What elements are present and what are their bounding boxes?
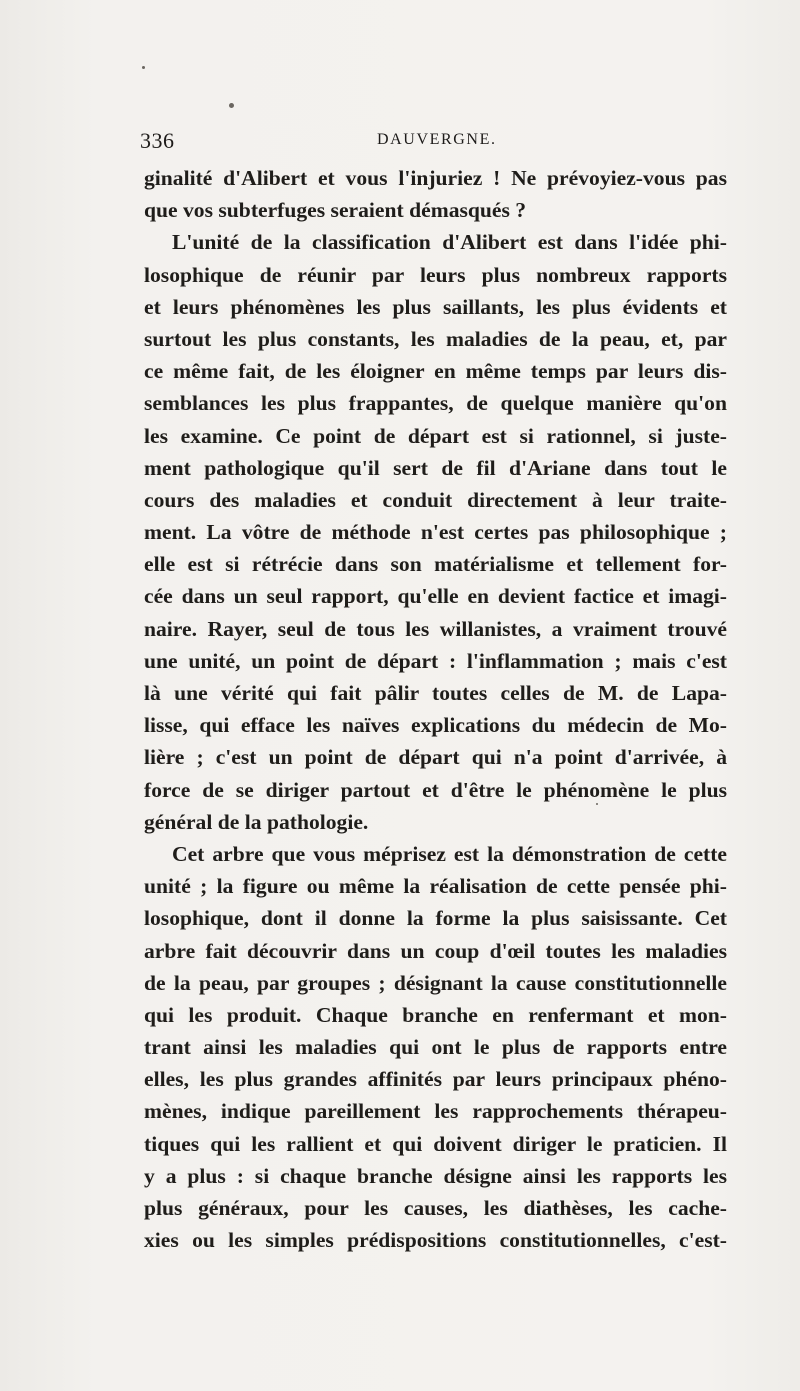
text-line: lière ; c'est un point de départ qui n'a point d'arrivée, à	[144, 745, 727, 770]
text-line: arbre fait découvrir dans un coup d'œil toutes les maladies	[144, 938, 727, 963]
running-head: DAUVERGNE.	[377, 131, 497, 148]
text-line: que vos subterfuges seraient démasqués ?	[144, 198, 527, 223]
ink-speck	[142, 66, 145, 69]
text-line: elles, les plus grandes affinités par leurs principaux phéno-	[144, 1067, 727, 1092]
text-line: naire. Rayer, seul de tous les willanistes, a vraiment trouvé	[144, 616, 727, 641]
page-number: 336	[140, 128, 175, 153]
text-line: cours des maladies et conduit directement à leur traite-	[144, 487, 727, 512]
text-line: losophique, dont il donne la forme la plus saisissante. Cet	[144, 906, 727, 931]
text-line: lisse, qui efface les naïves explications du médecin de Mo-	[144, 713, 727, 738]
text-line: y a plus : si chaque branche désigne ainsi les rapports les	[144, 1163, 727, 1188]
text-line: unité ; la figure ou même la réalisation de cette pensée phi-	[144, 874, 727, 899]
text-line: force de se diriger partout et d'être le phénomène le plus	[144, 777, 727, 802]
text-line: elle est si rétrécie dans son matérialisme et tellement for-	[144, 552, 727, 577]
text-line: là une vérité qui fait pâlir toutes celles de M. de Lapa-	[144, 681, 727, 705]
text-line: losophique de réunir par leurs plus nombreux rapports	[144, 262, 727, 287]
text-line: L'unité de la classification d'Alibert est dans l'idée phi-	[172, 230, 727, 255]
text-line: trant ainsi les maladies qui ont le plus de rapports entre	[144, 1035, 727, 1060]
text-line: ment. La vôtre de méthode n'est certes pas philosophique ;	[144, 520, 727, 545]
page-header	[140, 128, 726, 156]
text-line: ce même fait, de les éloigner en même temps par leurs dis-	[144, 359, 727, 384]
text-line: général de la pathologie.	[144, 809, 369, 834]
text-line: et leurs phénomènes les plus saillants, les plus évidents et	[144, 294, 727, 319]
ink-speck	[229, 103, 234, 108]
text-line: xies ou les simples prédispositions constitutionnelles, c'est-	[144, 1228, 727, 1253]
text-line: une unité, un point de départ : l'inflammation ; mais c'est	[144, 648, 727, 673]
text-line: ment pathologique qu'il sert de fil d'Ariane dans tout le	[144, 455, 727, 480]
text-line: plus généraux, pour les causes, les diathèses, les cache-	[144, 1196, 727, 1220]
text-line: les examine. Ce point de départ est si rationnel, si juste-	[144, 423, 727, 448]
text-line: semblances les plus frappantes, de quelque manière qu'on	[144, 391, 727, 416]
text-line: ginalité d'Alibert et vous l'injuriez ! Ne prévoyiez-vous pas	[144, 166, 727, 190]
text-line: qui les produit. Chaque branche en renfermant et mon-	[144, 1002, 727, 1027]
text-line: de la peau, par groupes ; désignant la cause constitutionnelle	[144, 970, 727, 995]
text-line: mènes, indique pareillement les rapprochements thérapeu-	[144, 1099, 727, 1124]
text-line: tiques qui les rallient et qui doivent diriger le praticien. Il	[144, 1131, 727, 1156]
body-text	[144, 162, 727, 1256]
text-line: surtout les plus constants, les maladies de la peau, et, par	[144, 326, 727, 351]
text-line: cée dans un seul rapport, qu'elle en devient factice et imagi-	[144, 584, 727, 609]
text-line: Cet arbre que vous méprisez est la démonstration de cette	[172, 841, 727, 866]
